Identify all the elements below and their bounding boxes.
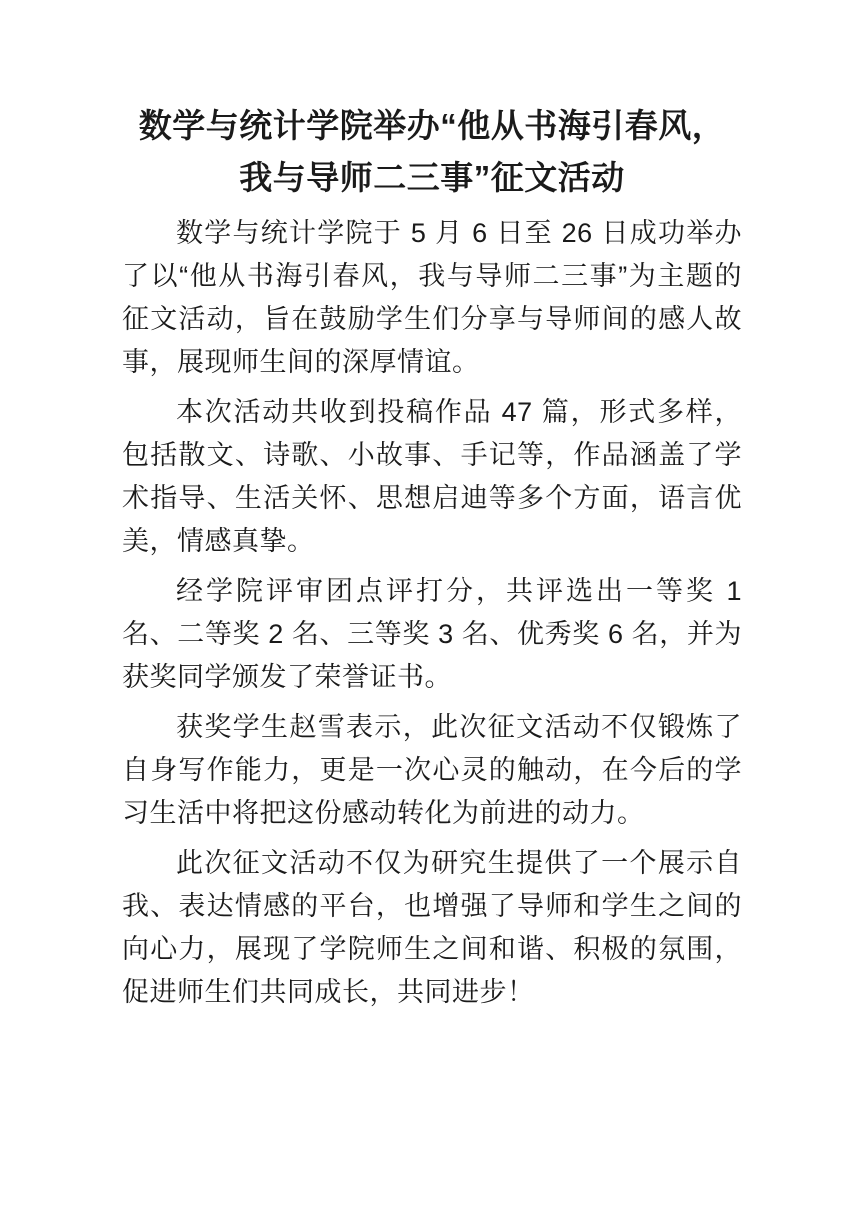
paragraph-conclusion: 此次征文活动不仅为研究生提供了一个展示自我、表达情感的平台，也增强了导师和学生之间的向心力，展现了学院师生之间和谐、积极的氛围，促进师生们共同成长，共同进步！ <box>122 848 742 1007</box>
paragraph-student-quote: 获奖学生赵雪表示，此次征文活动不仅锻炼了自身写作能力，更是一次心灵的触动，在今后的学习生活中将把这份感动转化为前进的动力。 <box>122 712 742 828</box>
paragraph-submissions: 本次活动共收到投稿作品 47 篇，形式多样，包括散文、诗歌、小故事、手记等，作品涵盖了学术指导、生活关怀、思想启迪等多个方面，语言优美，情感真挚。 <box>122 397 742 556</box>
title-line-2: 我与导师二三事”征文活动 <box>239 159 625 196</box>
document-title <box>122 100 742 204</box>
title-line-1: 数学与统计学院举办“他从书海引春风， <box>138 107 726 144</box>
paragraph-intro: 数学与统计学院于 5 月 6 日至 26 日成功举办了以“他从书海引春风，我与导师二三事”为主题的征文活动，旨在鼓励学生们分享与导师间的感人故事，展现师生间的深厚情谊。 <box>122 218 742 377</box>
paragraph-awards: 经学院评审团点评打分，共评选出一等奖 1 名、二等奖 2 名、三等奖 3 名、优秀奖 6 名，并为获奖同学颁发了荣誉证书。 <box>122 576 742 692</box>
